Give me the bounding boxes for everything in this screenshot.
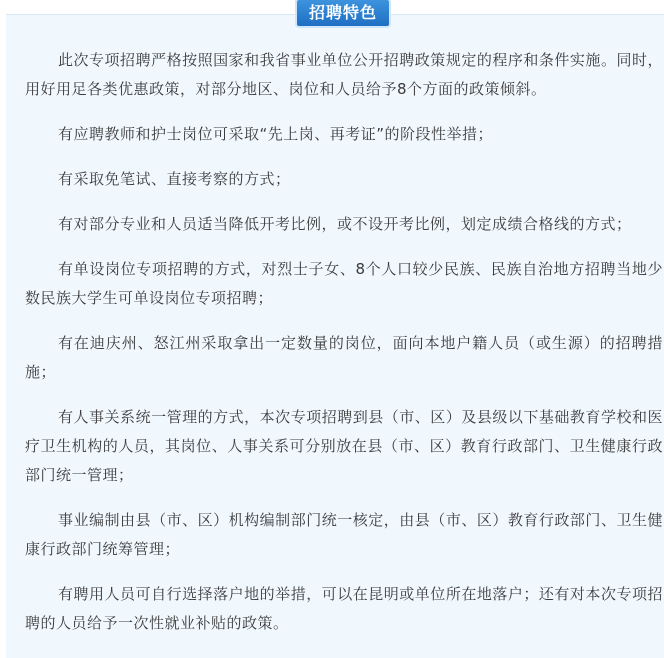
- paragraph-intro: 此次专项招聘严格按照国家和我省事业单位公开招聘政策规定的程序和条件实施。同时，用好用足各类优惠政策，对部分地区、岗位和人员给予8个方面的政策倾斜。: [25, 51, 663, 98]
- paragraph-special-posts: 有单设岗位专项招聘的方式，对烈士子女、8个人口较少民族、民族自治地方招聘当地少数民族大学生可单设岗位专项招聘；: [25, 260, 663, 307]
- paragraph-staffing-quota: 事业编制由县（市、区）机构编制部门统一核定，由县（市、区）教育行政部门、卫生健康行政部门统筹管理；: [25, 511, 663, 558]
- paragraph-exam-ratio: 有对部分专业和人员适当降低开考比例，或不设开考比例，划定成绩合格线的方式；: [58, 215, 632, 233]
- section-title: 招聘特色: [308, 3, 377, 22]
- paragraph-household-registration: 有聘用人员可自行选择落户地的举措，可以在昆明或单位所在地落户；还有对本次专项招聘的人员给予一次性就业补贴的政策。: [25, 585, 663, 632]
- article-body: [25, 46, 663, 654]
- paragraph-no-written-exam: 有采取免笔试、直接考察的方式；: [58, 170, 291, 188]
- paragraph-local-residents: 有在迪庆州、怒江州采取拿出一定数量的岗位，面向本地户籍人员（或生源）的招聘措施；: [25, 334, 663, 381]
- paragraph-personnel-management: 有人事关系统一管理的方式，本次专项招聘到县（市、区）及县级以下基础教育学校和医疗卫生机构的人员，其岗位、人事关系可分别放在县（市、区）教育行政部门、卫生健康行政部门统一管理；: [25, 408, 663, 484]
- section-title-badge: [297, 0, 389, 26]
- paragraph-teacher-nurse: 有应聘教师和护士岗位可采取“先上岗、再考证”的阶段性举措；: [58, 125, 494, 143]
